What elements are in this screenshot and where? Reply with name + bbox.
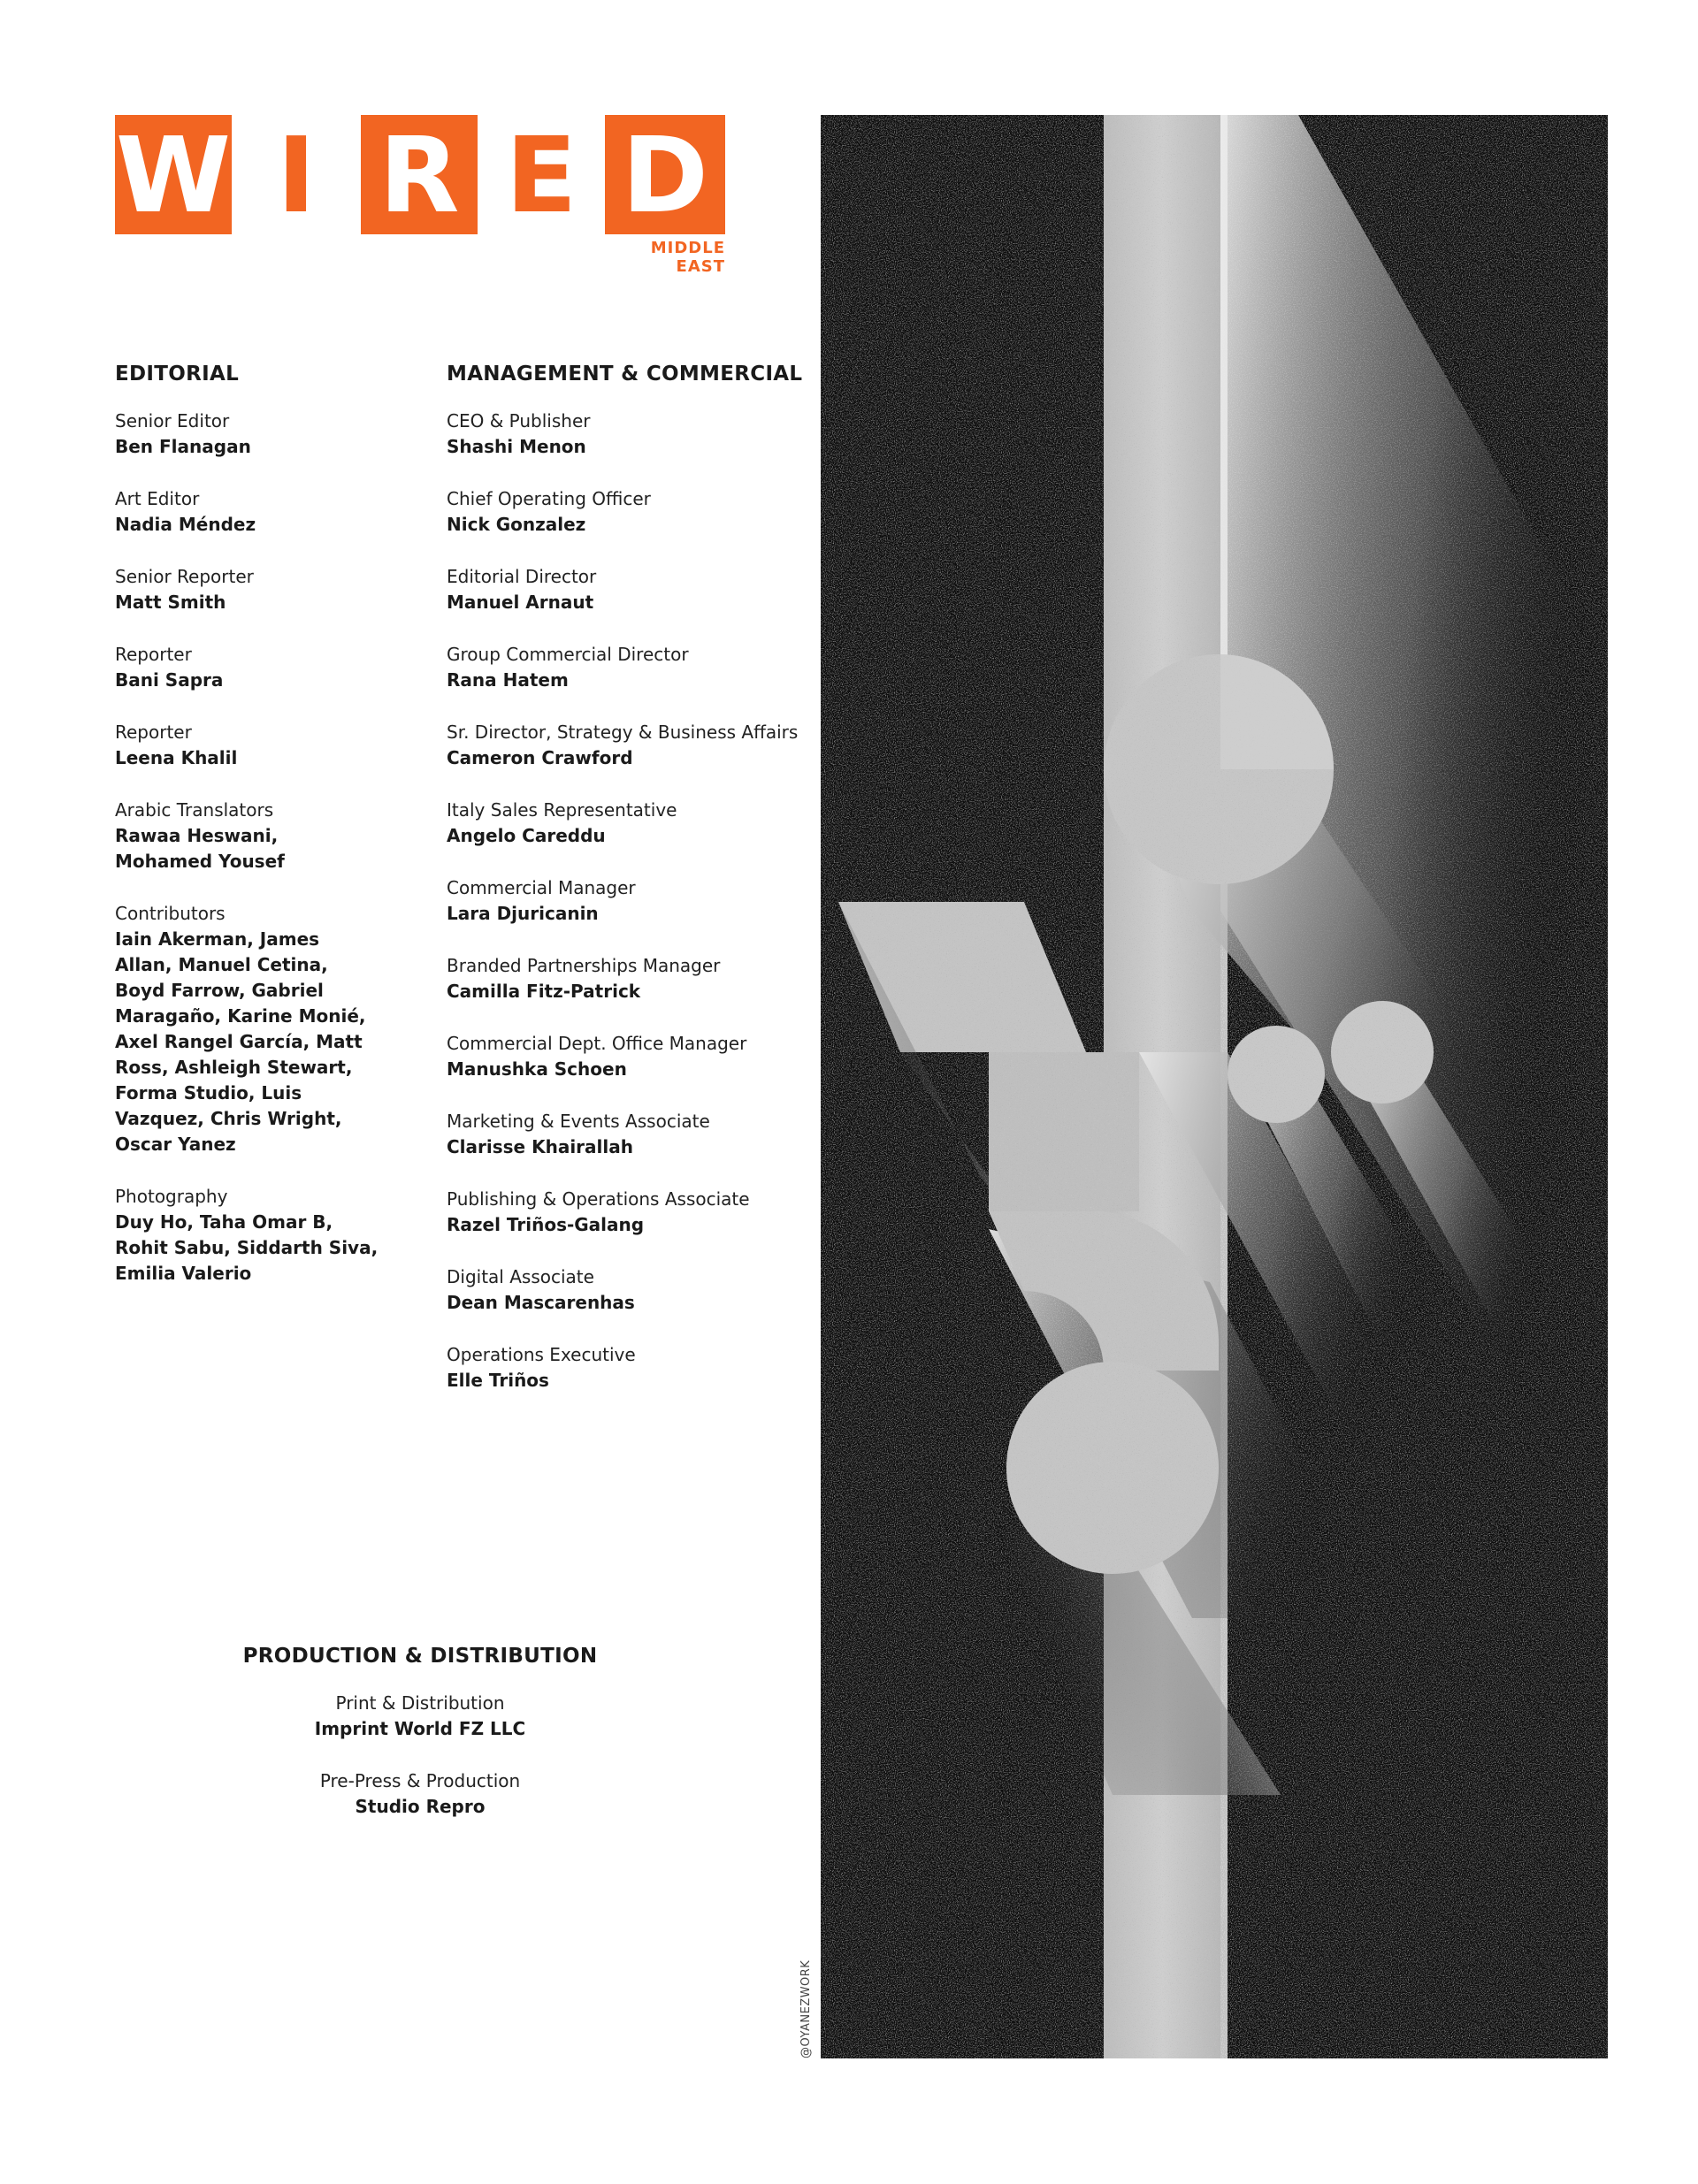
entry-name: Elle Triños (447, 1370, 549, 1391)
entry-role: Commercial Manager (447, 877, 636, 898)
entry-role: Editorial Director (447, 566, 597, 587)
entry-role: CEO & Publisher (447, 410, 591, 431)
logo-letter-d: D (605, 115, 725, 234)
entry-name: Rawaa Heswani, Mohamed Yousef (115, 825, 285, 872)
production-entry (208, 1768, 632, 1820)
editorial-entry (115, 564, 398, 615)
entry-name: Iain Akerman, James Allan, Manuel Cetina, Boyd Farrow, Gabriel Maragaño, Karine Monié, Axel Rangel García, Matt Ross, Ashleigh Stewart, Forma Studio, Luis Vazquez, Chris Wright, Oscar Yanez (115, 928, 366, 1155)
management-entry (447, 564, 800, 615)
entry-role: Senior Reporter (115, 566, 254, 587)
entry-role: Operations Executive (447, 1344, 636, 1365)
entry-role: Group Commercial Director (447, 644, 689, 665)
entry-name: Cameron Crawford (447, 747, 633, 768)
entry-name: Nadia Méndez (115, 514, 256, 535)
management-entry (447, 1109, 800, 1160)
entry-name: Dean Mascarenhas (447, 1292, 635, 1313)
editorial-entry (115, 486, 398, 538)
entry-role: Print & Distribution (335, 1692, 505, 1714)
editorial-entry (115, 409, 398, 460)
dot-2 (1331, 1001, 1434, 1103)
entry-role: Chief Operating Officer (447, 488, 651, 509)
entry-role: Pre-Press & Production (319, 1770, 521, 1791)
logo-subtitle: MIDDLE EAST (650, 239, 725, 276)
artwork-credit: @OYANEZWORK (799, 1959, 813, 2058)
editorial-entry (115, 1184, 398, 1287)
entry-role: Sr. Director, Strategy & Business Affairs (447, 722, 799, 743)
entry-name: Angelo Careddu (447, 825, 606, 846)
editorial-entry (115, 901, 398, 1157)
entry-role: Commercial Dept. Office Manager (447, 1033, 747, 1054)
management-entry (447, 1187, 800, 1238)
entry-name: Razel Triños-Galang (447, 1214, 645, 1235)
management-entry (447, 1031, 800, 1082)
management-column (447, 363, 803, 1420)
bottom-loop (1006, 1362, 1219, 1574)
management-entry (447, 1342, 800, 1394)
entry-role: Contributors (115, 903, 226, 924)
management-entry (447, 875, 800, 927)
management-entry (447, 486, 800, 538)
management-entry (447, 953, 800, 1004)
entry-role: Publishing & Operations Associate (447, 1188, 750, 1210)
entry-role: Senior Editor (115, 410, 230, 431)
entry-name: Lara Djuricanin (447, 903, 599, 924)
entry-role: Photography (115, 1186, 228, 1207)
logo-letter-e: E (505, 113, 577, 236)
management-entry (447, 720, 800, 771)
management-entry (447, 409, 800, 460)
management-entry (447, 1264, 800, 1316)
entry-name: Manushka Schoen (447, 1058, 627, 1080)
entry-name: Camilla Fitz-Patrick (447, 981, 641, 1002)
entry-role: Italy Sales Representative (447, 799, 677, 821)
management-entry (447, 642, 800, 693)
entry-name: Studio Repro (355, 1796, 486, 1817)
entry-name: Nick Gonzalez (447, 514, 586, 535)
entry-name: Bani Sapra (115, 669, 224, 691)
logo-letter-r: R (361, 115, 478, 234)
editorial-heading: EDITORIAL (115, 363, 240, 386)
entry-role: Arabic Translators (115, 799, 274, 821)
editorial-entry (115, 720, 398, 771)
entry-role: Reporter (115, 644, 192, 665)
production-heading: PRODUCTION & DISTRIBUTION (242, 1645, 598, 1668)
editorial-entry (115, 642, 398, 693)
entry-name: Clarisse Khairallah (447, 1136, 633, 1157)
entry-name: Matt Smith (115, 592, 226, 613)
entry-name: Imprint World FZ LLC (314, 1718, 526, 1739)
management-heading: MANAGEMENT & COMMERCIAL (447, 363, 803, 386)
entry-role: Digital Associate (447, 1266, 594, 1287)
entry-name: Manuel Arnaut (447, 592, 594, 613)
entry-name: Duy Ho, Taha Omar B, Rohit Sabu, Siddarth Siva, Emilia Valerio (115, 1211, 379, 1284)
editorial-entry (115, 798, 398, 874)
wired-logo[interactable] (115, 113, 725, 276)
entry-role: Reporter (115, 722, 192, 743)
dot-1 (1228, 1026, 1325, 1123)
entry-role: Branded Partnerships Manager (447, 955, 721, 976)
management-entry (447, 798, 800, 849)
artwork-svg (821, 115, 1608, 2058)
editorial-column (115, 363, 398, 1313)
entry-name: Rana Hatem (447, 669, 569, 691)
middle-block (989, 1052, 1139, 1211)
entry-name: Ben Flanagan (115, 436, 251, 457)
production-entry (208, 1691, 632, 1742)
calligraphy-artwork (821, 115, 1608, 2058)
logo-letter-w: W (115, 113, 232, 236)
entry-name: Shashi Menon (447, 436, 586, 457)
logo-letter-i: I (277, 113, 316, 236)
production-column (208, 1645, 632, 1846)
entry-role: Art Editor (115, 488, 200, 509)
entry-role: Marketing & Events Associate (447, 1111, 710, 1132)
entry-name: Leena Khalil (115, 747, 238, 768)
